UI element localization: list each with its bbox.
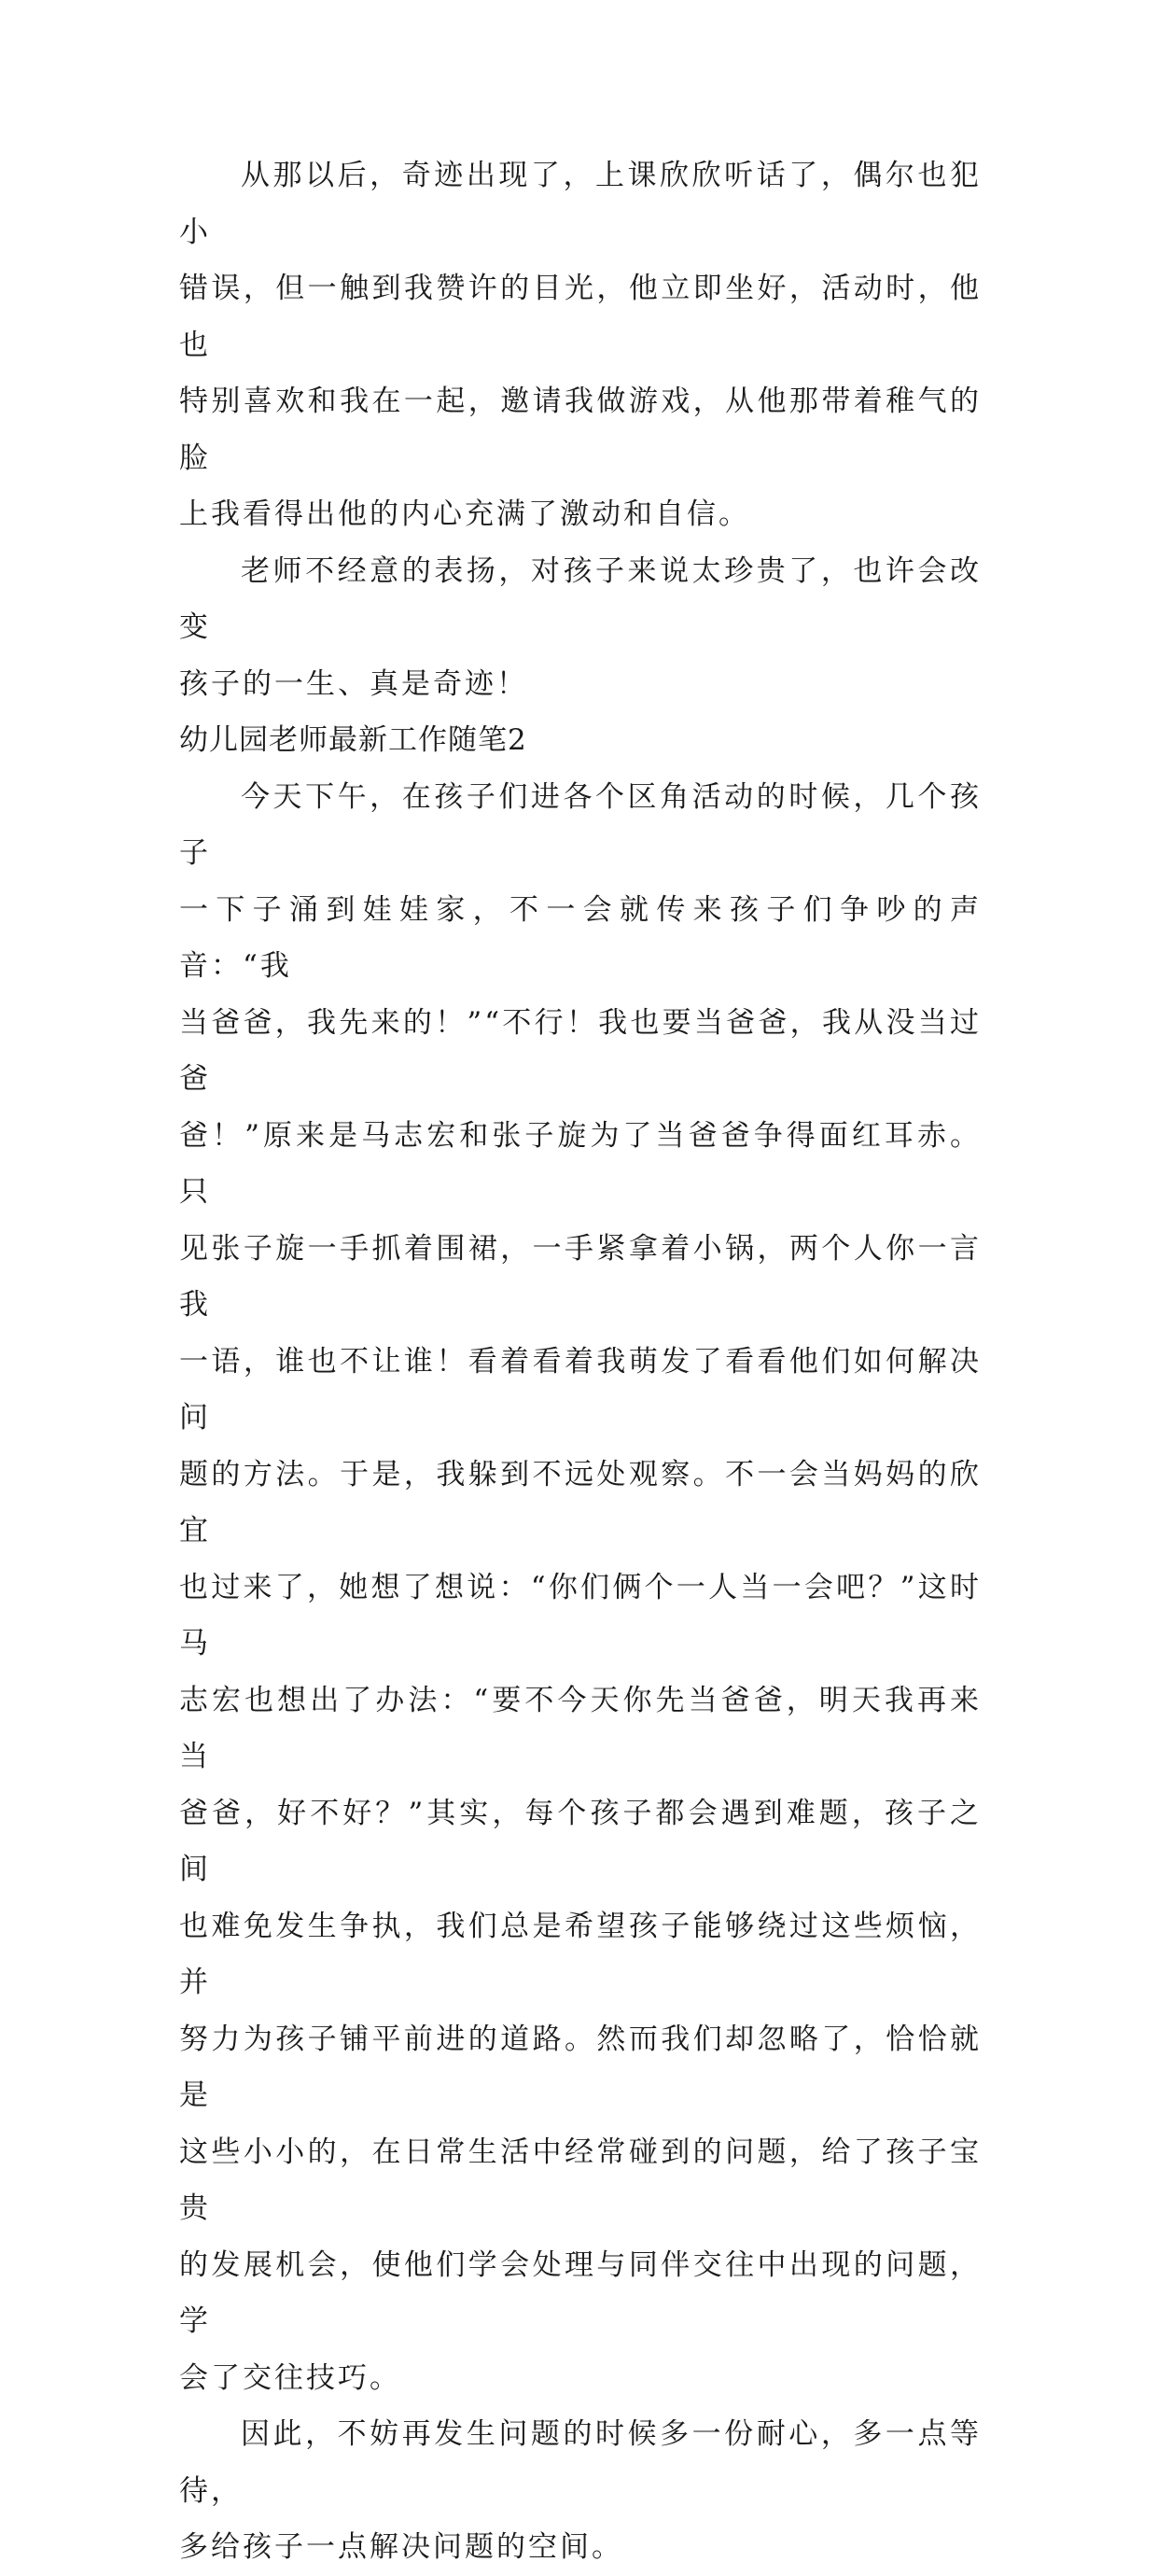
document-page	[179, 147, 982, 2576]
section-heading: 幼儿园老师最新工作随笔2	[179, 723, 527, 757]
paragraph: 今天下午，在孩子们进各个区角活动的时候，几个孩子 一下子涌到娃娃家，不一会就传来孩子们争吵的声音：“我 当爸爸，我先来的！”“不行！我也要当爸爸，我从没当过爸 爸！”原来是马志宏和张子旋为了当爸爸争得面红耳赤。只 见张子旋一手抓着围裙，一手紧拿着小锅，两个人你一言我 一语，谁也不让谁！看着看着我萌发了看看他们如何解决问 题的方法。于是，我躲到不远处观察。不一会当妈妈的欣宜 也过来了，她想了想说：“你们俩个一人当一会吧？”这时马 志宏也想出了办法：“要不今天你先当爸爸，明天我再来当 爸爸，好不好？”其实，每个孩子都会遇到难题，孩子之间 也难免发生争执，我们总是希望孩子能够绕过这些烦恼，并 努力为孩子铺平前进的道路。然而我们却忽略了，恰恰就是 这些小小的，在日常生活中经常碰到的问题，给了孩子宝贵 的发展机会，使他们学会处理与同伴交往中出现的问题，学 会了交往技巧。	[179, 779, 982, 2395]
paragraph: 从那以后，奇迹出现了，上课欣欣听话了，偶尔也犯小 错误，但一触到我赞许的目光，他立即坐好，活动时，他也 特别喜欢和我在一起，邀请我做游戏，从他那带着稚气的脸 上我看得出他的内心充满了激动和自信。	[179, 159, 982, 531]
paragraph: 因此，不妨再发生问题的时候多一份耐心，多一点等待， 多给孩子一点解决问题的空间。	[179, 2417, 982, 2564]
paragraph: 老师不经意的表扬，对孩子来说太珍贵了，也许会改变 孩子的一生、真是奇迹！	[179, 553, 982, 701]
